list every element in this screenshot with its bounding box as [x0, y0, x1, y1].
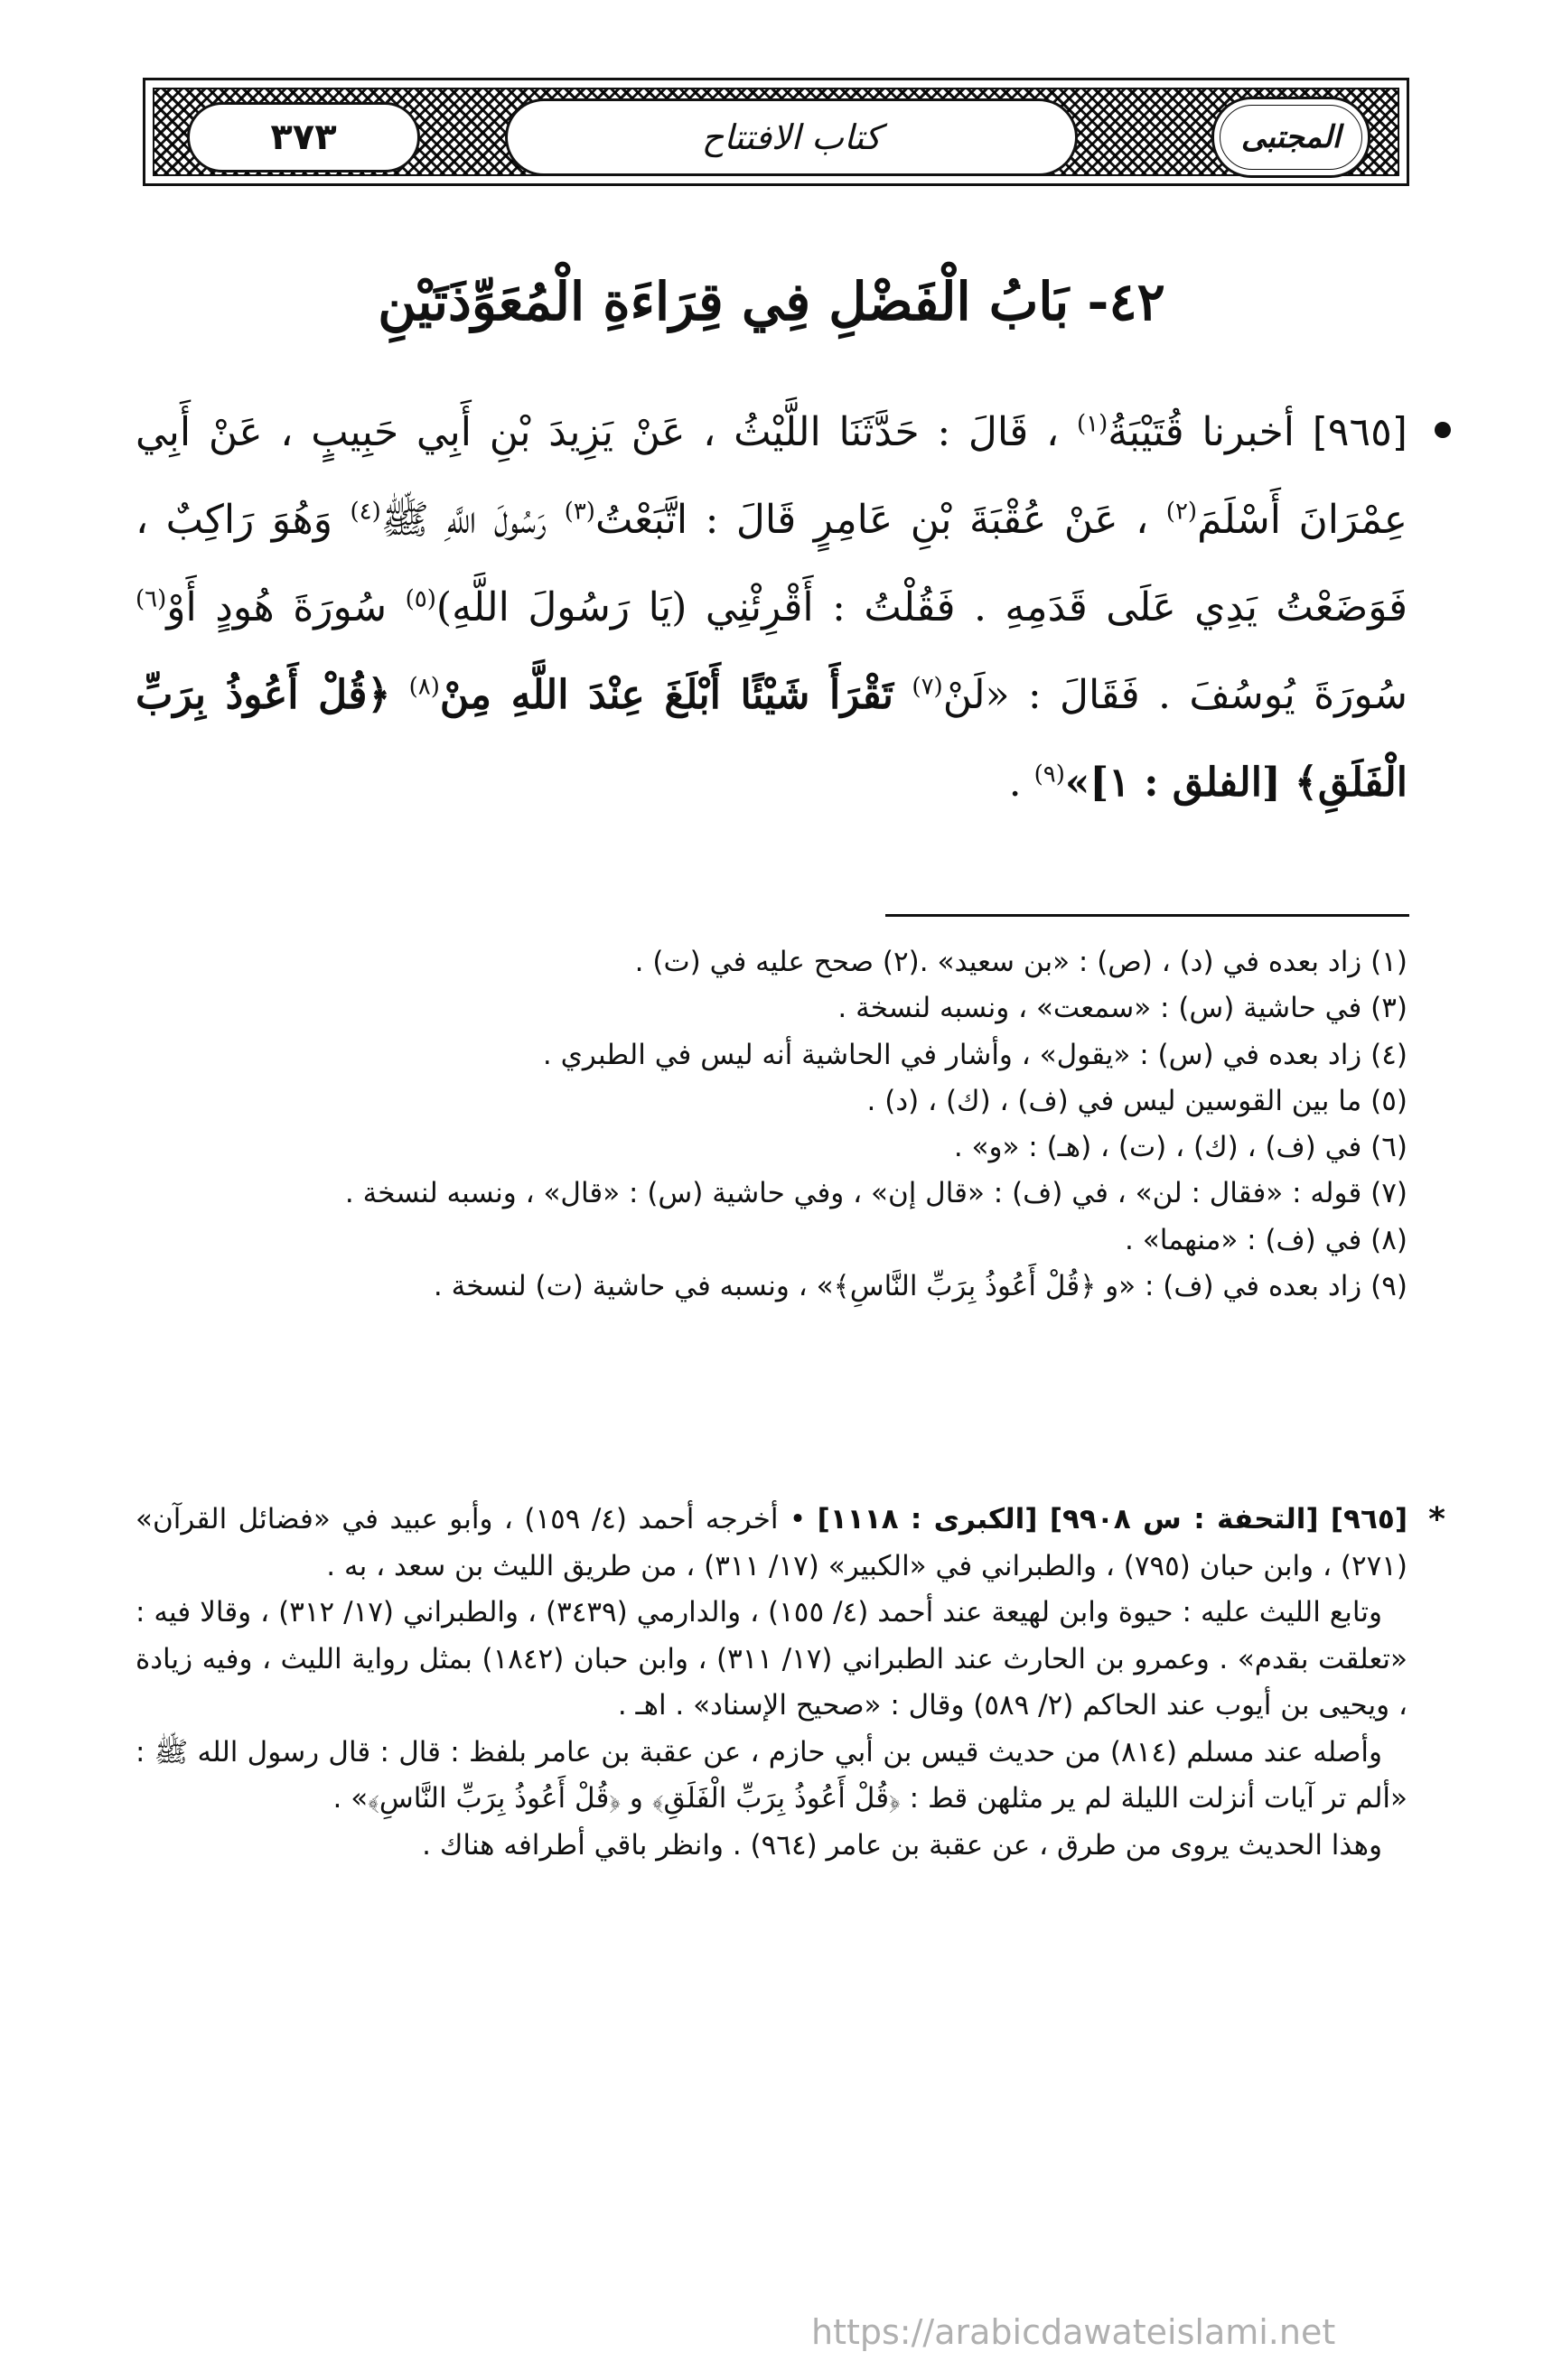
footnote-marker: (١)	[1076, 410, 1108, 438]
page-number: ٣٧٣	[187, 102, 420, 173]
footnote-marker: (٢)	[1165, 498, 1198, 526]
bullet-icon	[1435, 422, 1451, 438]
footnote-4: (٤) زاد بعده في (س) : «يقول» ، وأشار في الحاشية أنه ليس في الطبري .	[542, 1038, 1407, 1071]
footnote-marker: (٤)	[350, 498, 381, 526]
footnote-marker: (٨)	[408, 673, 440, 701]
takhrij-paragraph: وأصله عند مسلم (٨١٤) من حديث قيس بن أبي حازم ، عن عقبة بن عامر بلفظ : قال : قال رسول الله ﷺ : «ألم تر آيات أنزلت الليلة لم ير مثلهن قط : ﴿قُلْ أَعُوذُ بِرَبِّ الْفَلَقِ﴾ و ﴿قُلْ أَعُوذُ بِرَبِّ النَّاسِ﴾» .	[136, 1735, 1407, 1815]
book-logo: المجتبى	[1211, 97, 1370, 178]
hadith-segment: ، قَالَ : حَدَّثَنَا اللَّيْثُ ، عَنْ يَزِيدَ بْنِ أَبِي حَبِيبٍ ، عَنْ أَبِي عِمْرَانَ أَسْلَمَ	[136, 409, 1407, 543]
running-title: كتاب الافتتاح	[505, 98, 1078, 176]
footnote-marker: (٩)	[1033, 761, 1065, 789]
footnote-marker: (٦)	[136, 585, 167, 613]
footnote-1: (١) زاد بعده في (د) ، (ص) : «بن سعيد» .	[919, 946, 1407, 978]
hadith-segment: رَسُولَ اللَّهِ ﷺ	[380, 497, 547, 543]
footnote-6: (٦) في (ف) ، (ك) ، (ت) ، (هـ) : «و» .	[953, 1131, 1407, 1164]
asterisk-icon: *	[1428, 1501, 1445, 1538]
footnote-5: (٥) ما بين القوسين ليس في (ف) ، (ك) ، (د) .	[866, 1084, 1407, 1117]
hadith-segment: وَهُوَ رَاكِبٌ ، فَوَضَعْتُ يَدِي عَلَى قَدَمِهِ . فَقُلْتُ : أَقْرِئْنِي (يَا رَسُولَ اللَّهِ)	[136, 497, 1407, 630]
quran-verse: ﴿قُلْ أَعُوذُ بِرَبِّ الْفَلَقِ﴾ [الفلق : ١]»	[136, 672, 1407, 806]
footnote-8: (٨) في (ف) : «منهما» .	[1125, 1223, 1407, 1256]
footnote-3: (٣) في حاشية (س) : «سمعت» ، ونسبه لنسخة .	[837, 992, 1407, 1025]
hadith-segment: سُورَةَ يُوسُفَ . فَقَالَ : «لَنْ	[942, 672, 1407, 718]
hadith-number: [٩٦٥]	[1312, 409, 1407, 455]
footnote-marker: (٥)	[405, 585, 436, 613]
prophetic-saying: تَقْرَأَ شَيْئًا أَبْلَغَ عِنْدَ اللَّهِ مِنْ	[439, 672, 894, 718]
chapter-heading: ٤٢- بَابُ الْفَضْلِ فِي قِرَاءَةِ الْمُعَوِّذَتَيْنِ	[378, 271, 1165, 332]
footnote-marker: (٧)	[912, 673, 943, 701]
takhrij-section	[136, 1497, 1445, 1869]
takhrij-paragraph: وهذا الحديث يروى من طرق ، عن عقبة بن عامر (٩٦٤) . وانظر باقي أطرافه هناك .	[422, 1828, 1382, 1862]
hadith-segment: ، عَنْ عُقْبَةَ بْنِ عَامِرٍ قَالَ : اتَّبَعْتُ	[594, 497, 1149, 543]
takhrij-line: • أخرجه أحمد (٤/ ١٥٩) ، وأبو عبيد في «فضائل القرآن» (٢٧١) ، وابن حبان (٧٩٥) ، والطبراني في «الكبير» (١٧/ ٣١١) ، من طريق الليث بن سعد ، به .	[136, 1503, 1407, 1582]
footnote-2: (٢) صحح عليه في (ت) .	[634, 946, 920, 978]
footnote-marker: (٣)	[564, 498, 595, 526]
footnote-7: (٧) قوله : «فقال : لن» ، في (ف) : «قال إن» ، وفي حاشية (س) : «قال» ، ونسبه لنسخة .	[344, 1177, 1407, 1210]
hadith-segment: سُورَةَ هُودٍ أَوْ	[166, 584, 388, 630]
footnote-9: (٩) زاد بعده في (ف) : «و ﴿قُلْ أَعُوذُ بِرَبِّ النَّاسِ﴾» ، ونسبه في حاشية (ت) لنسخة .	[433, 1270, 1407, 1303]
hadith-segment: .	[1008, 760, 1022, 806]
page-header	[143, 78, 1409, 186]
watermark-url: https://arabicdawateislami.net	[811, 2312, 1336, 2352]
footnote-separator	[885, 914, 1409, 917]
hadith-segment: أخبرنا قُتَيْبَةُ	[1108, 409, 1295, 455]
footnotes	[136, 939, 1407, 1310]
header-ornament-border	[153, 88, 1399, 176]
takhrij-paragraph: وتابع الليث عليه : حيوة وابن لهيعة عند أحمد (٤/ ١٥٥) ، والدارمي (٣٤٣٩) ، والطبراني (١٧/ ٣١٢) ، وقالا فيه : «تعلقت بقدم» . وعمرو بن الحارث عند الطبراني (١٧/ ٣١١) ، وابن حبان (١٨٤٢) بمثل رواية الليث ، وفيه زيادة ، ويحيى بن أيوب عند الحاكم (٢/ ٥٨٩) وقال : «صحيح الإسناد» . اهـ .	[136, 1596, 1407, 1722]
hadith-text	[136, 388, 1407, 826]
takhrij-reference: [٩٦٥] [التحفة : س ٩٩٠٨] [الكبرى : ١١١٨]	[817, 1503, 1407, 1535]
footnote-row	[378, 939, 1407, 985]
